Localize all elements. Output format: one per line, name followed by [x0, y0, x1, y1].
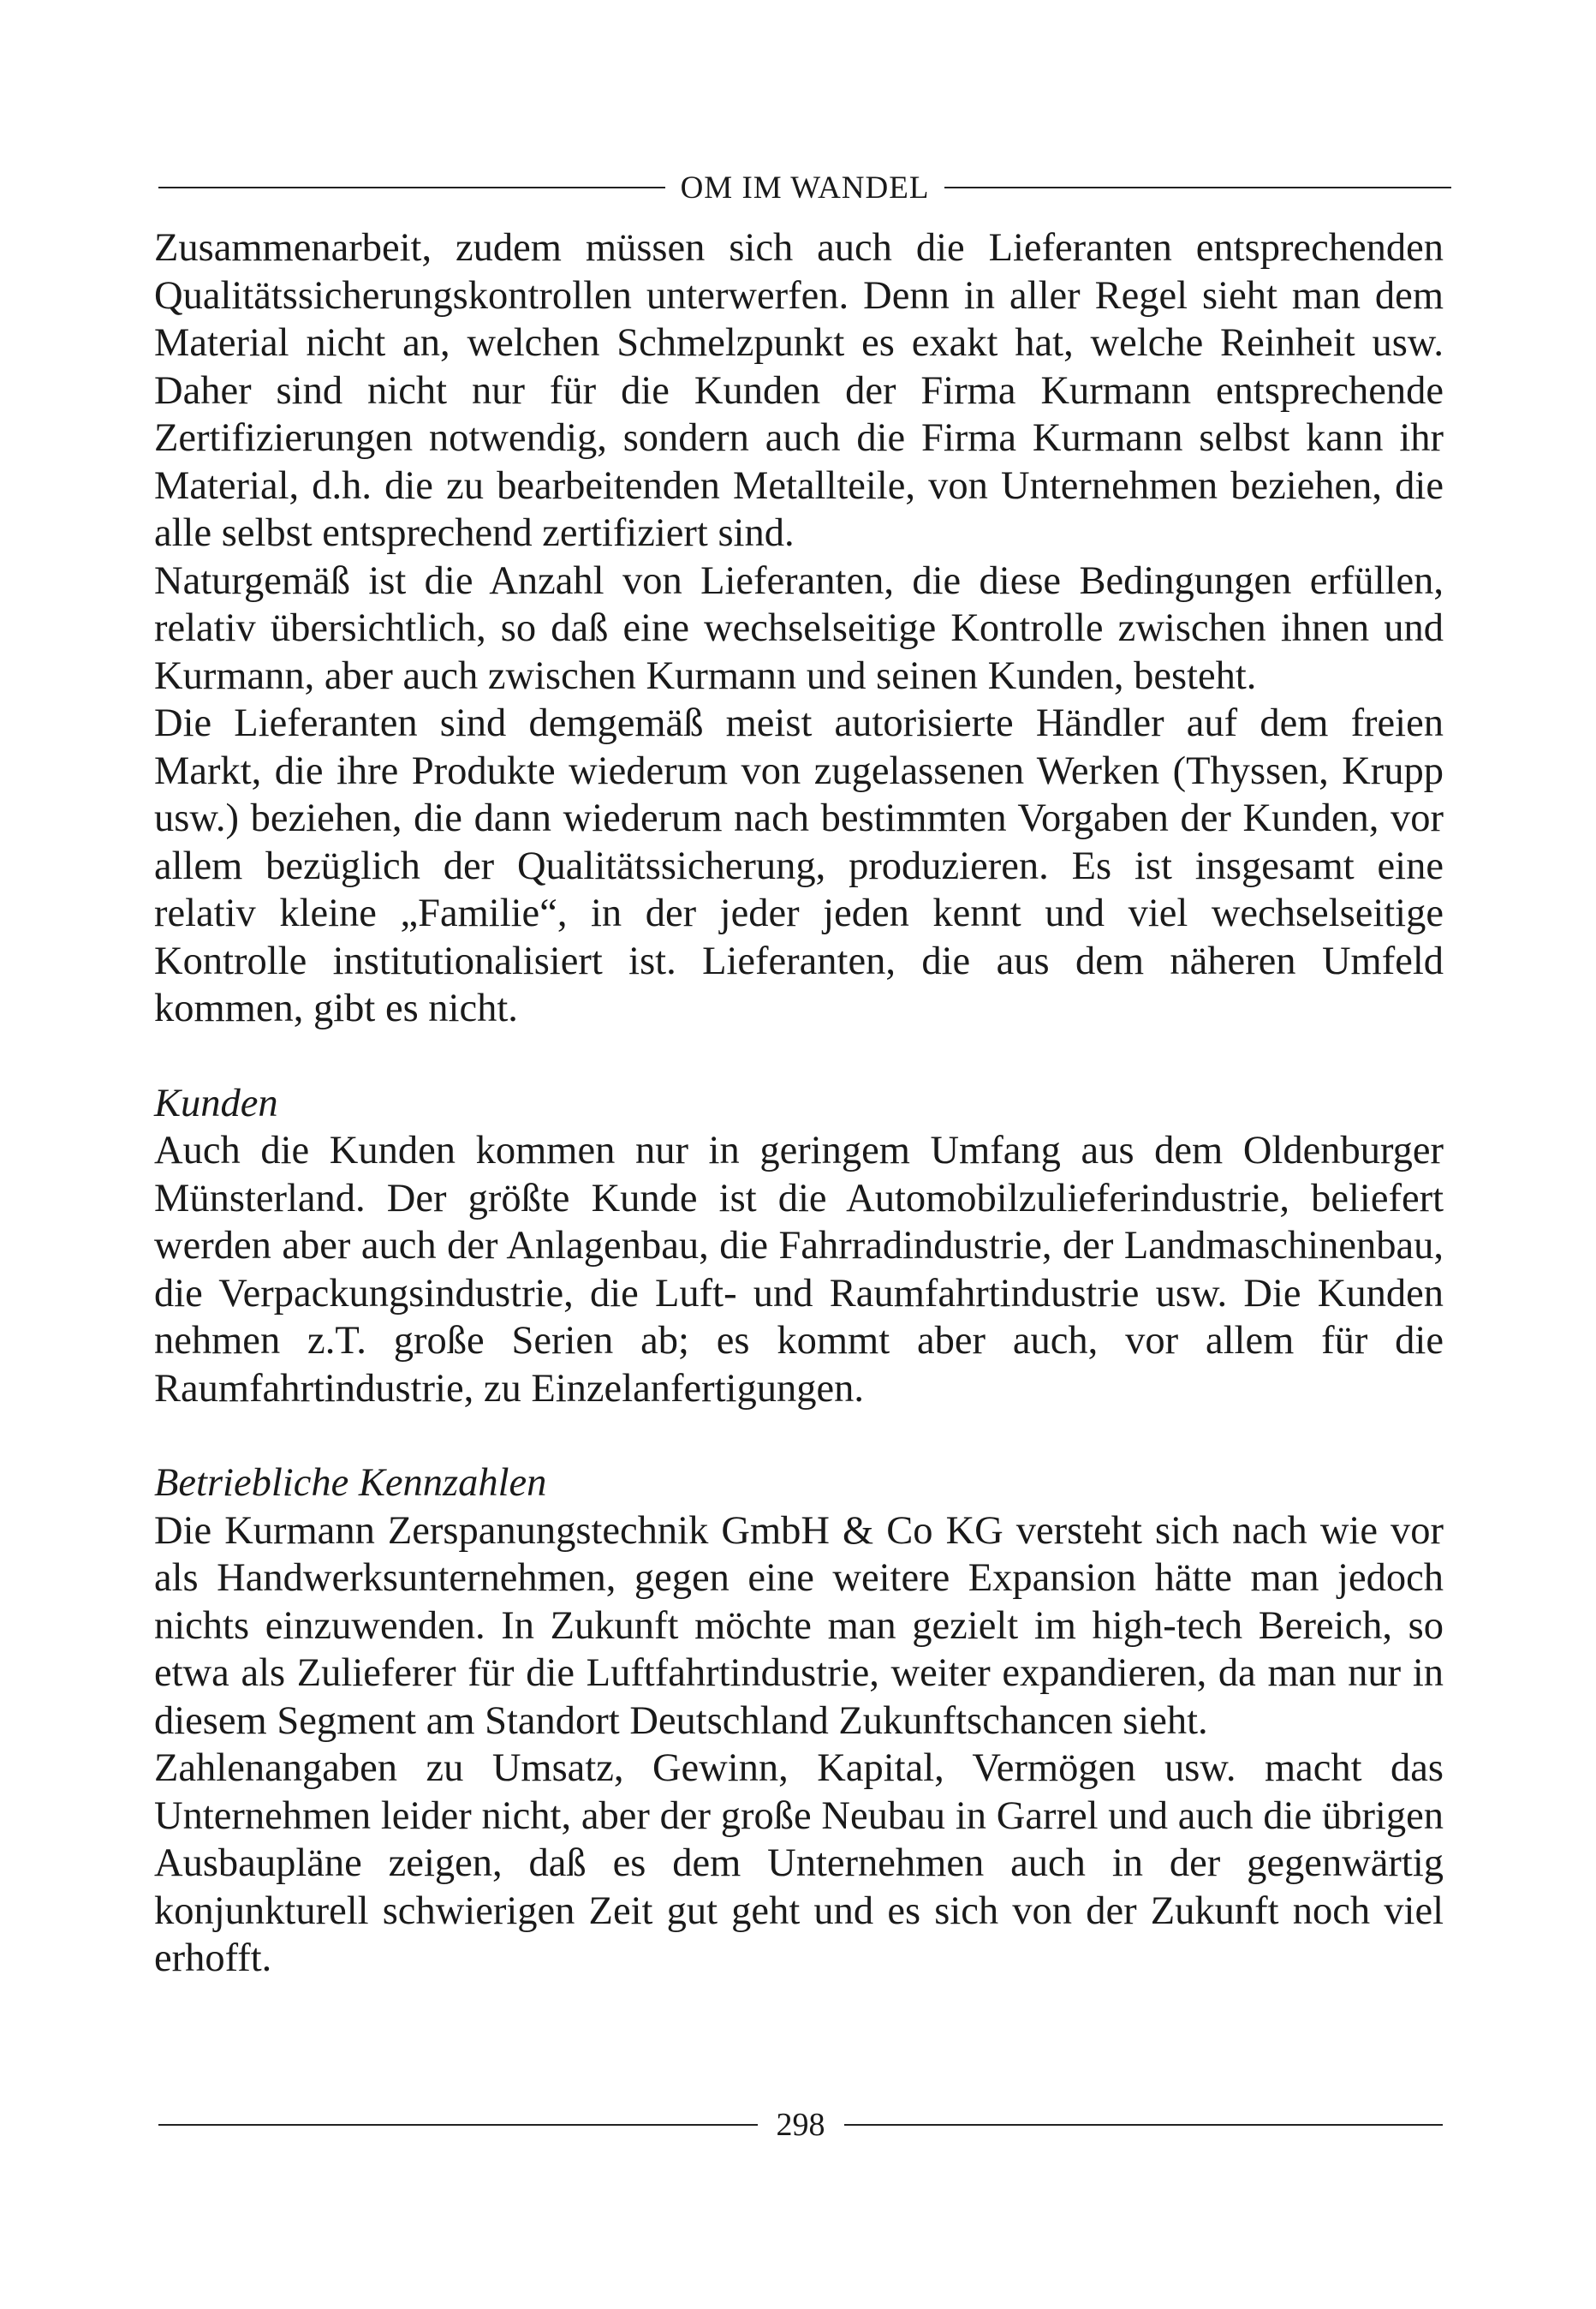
- paragraph: Die Lieferanten sind demgemäß meist autorisierte Händler auf dem freien Markt, die ihre Produkte wiederum von zugelassenen Werken (Thyssen, Krupp usw.) beziehen, die dann wiederum nach bestimmten Vorgaben der Kunden, vor allem bezüglich der Qualitätssicherung, produzieren. Es ist insgesamt eine relativ kleine „Familie“, in der jeder jeden kennt und viel wechselseitige Kontrolle institutionalisiert ist. Lieferanten, die aus dem näheren Umfeld kommen, gibt es nicht.: [154, 701, 1444, 1030]
- paragraph: Zusammenarbeit, zudem müssen sich auch die Lieferanten entsprechenden Qualitätssicherungskontrollen unterwerfen. Denn in aller Regel sieht man dem Material nicht an, welchen Schmelzpunkt es exakt hat, welche Reinheit usw. Daher sind nicht nur für die Kunden der Firma Kurmann entsprechende Zertifizierungen notwendig, sondern auch die Firma Kurmann selbst kann ihr Material, d.h. die zu bearbeitenden Metallteile, von Unternehmen beziehen, die alle selbst entsprechend zertifiziert sind.: [154, 226, 1444, 555]
- paragraph: Auch die Kunden kommen nur in geringem Umfang aus dem Oldenburger Münsterland. Der größte Kunde ist die Automobilzulieferindustrie, beliefert werden aber auch der Anlagenbau, die Fahrradindustrie, der Landmaschinenbau, die Verpackungsindustrie, die Luft- und Raumfahrtindustrie usw. Die Kunden nehmen z.T. große Serien ab; es kommt aber auch, vor allem für die Raumfahrtindustrie, zu Einzelanfertigungen.: [154, 1129, 1444, 1411]
- footer-rule-right: [844, 2124, 1444, 2126]
- header-rule-right: [944, 187, 1451, 188]
- section-heading-kennzahlen: Betriebliche Kennzahlen: [154, 1461, 547, 1505]
- paragraph: Naturgemäß ist die Anzahl von Lieferanten, die diese Bedingungen erfüllen, relativ übersichtlich, so daß eine wechselseitige Kontrolle zwischen ihnen und Kurmann, aber auch zwischen Kurmann und seinen Kunden, besteht.: [154, 558, 1444, 698]
- running-header: [158, 166, 1451, 209]
- running-title: OM IM WANDEL: [680, 170, 930, 206]
- page-footer: [158, 2103, 1443, 2146]
- page-number: 298: [776, 2107, 825, 2143]
- body-text: [154, 224, 1444, 1983]
- paragraph: Die Kurmann Zerspanungstechnik GmbH & Co KG versteht sich nach wie vor als Handwerksunternehmen, gegen eine weitere Expansion hätte man jedoch nichts einzuwenden. In Zukunft möchte man gezielt im high-tech Bereich, so etwa als Zulieferer für die Luftfahrtindustrie, weiter expandieren, da man nur in diesem Segment am Standort Deutschland Zukunftschancen sieht.: [154, 1508, 1444, 1743]
- footer-rule-left: [158, 2124, 758, 2126]
- section-heading-kunden: Kunden: [154, 1081, 278, 1125]
- header-rule-left: [158, 187, 665, 188]
- paragraph: Zahlenangaben zu Umsatz, Gewinn, Kapital, Vermögen usw. macht das Unternehmen leider nicht, aber der große Neubau in Garrel und auch die übrigen Ausbaupläne zeigen, daß es dem Unternehmen auch in der gegenwärtig konjunkturell schwierigen Zeit gut geht und es sich von der Zukunft noch viel erhofft.: [154, 1746, 1444, 1980]
